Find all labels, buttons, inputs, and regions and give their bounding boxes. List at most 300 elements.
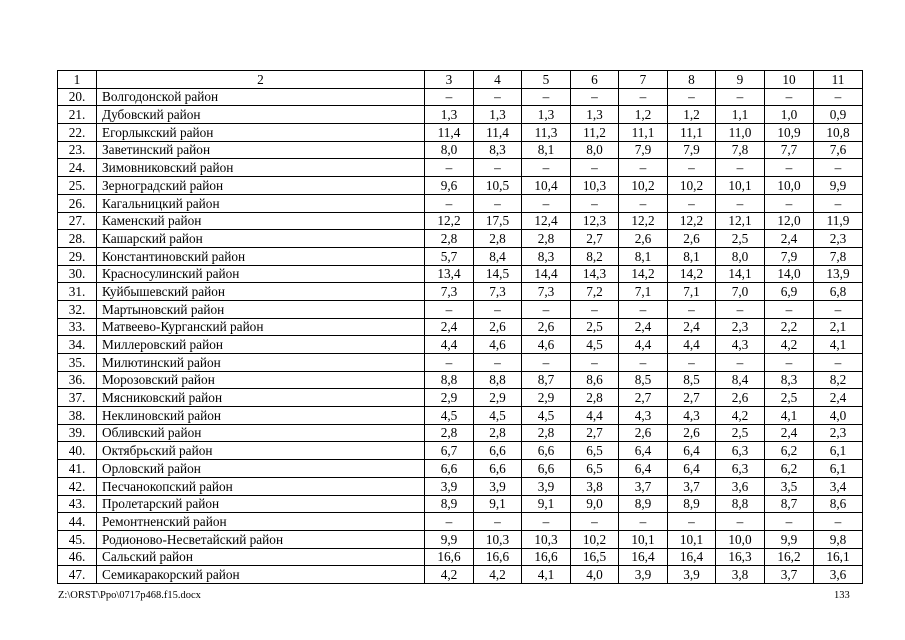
value-cell-col-5: 1,3 xyxy=(522,106,571,124)
value-cell-col-6: 10,3 xyxy=(571,177,619,195)
table-row xyxy=(58,124,863,142)
row-number: 27. xyxy=(58,212,97,230)
value-cell-col-8: 4,4 xyxy=(668,336,716,354)
value-cell-col-9: 8,0 xyxy=(716,247,765,265)
value-cell-col-9: – xyxy=(716,194,765,212)
value-cell-col-8: 3,7 xyxy=(668,477,716,495)
value-cell-col-11: 6,8 xyxy=(814,283,863,301)
value-cell-col-4: – xyxy=(474,159,522,177)
value-cell-col-3: 2,9 xyxy=(425,389,474,407)
value-cell-col-11: 7,6 xyxy=(814,141,863,159)
value-cell-col-7: – xyxy=(619,513,668,531)
row-number: 25. xyxy=(58,177,97,195)
value-cell-col-8: 7,1 xyxy=(668,283,716,301)
value-cell-col-8: 2,4 xyxy=(668,318,716,336)
table-row xyxy=(58,389,863,407)
value-cell-col-7: 6,4 xyxy=(619,442,668,460)
value-cell-col-3: 4,2 xyxy=(425,566,474,584)
district-name: Мясниковский район xyxy=(97,389,425,407)
value-cell-col-10: 2,5 xyxy=(765,389,814,407)
district-name: Заветинский район xyxy=(97,141,425,159)
value-cell-col-5: 10,4 xyxy=(522,177,571,195)
value-cell-col-3: 2,4 xyxy=(425,318,474,336)
row-number: 34. xyxy=(58,336,97,354)
value-cell-col-3: 2,8 xyxy=(425,424,474,442)
value-cell-col-11: 8,2 xyxy=(814,371,863,389)
value-cell-col-8: 16,4 xyxy=(668,548,716,566)
value-cell-col-9: 6,3 xyxy=(716,460,765,478)
row-number: 33. xyxy=(58,318,97,336)
value-cell-col-4: 2,9 xyxy=(474,389,522,407)
value-cell-col-4: – xyxy=(474,513,522,531)
value-cell-col-11: – xyxy=(814,159,863,177)
value-cell-col-11: 4,1 xyxy=(814,336,863,354)
value-cell-col-7: 2,7 xyxy=(619,389,668,407)
value-cell-col-3: 11,4 xyxy=(425,124,474,142)
district-name: Обливский район xyxy=(97,424,425,442)
column-header-8: 8 xyxy=(668,71,716,89)
table-row xyxy=(58,566,863,584)
table-row xyxy=(58,442,863,460)
value-cell-col-8: 2,7 xyxy=(668,389,716,407)
value-cell-col-10: 6,2 xyxy=(765,442,814,460)
row-number: 39. xyxy=(58,424,97,442)
value-cell-col-7: – xyxy=(619,194,668,212)
value-cell-col-5: 3,9 xyxy=(522,477,571,495)
table-row xyxy=(58,336,863,354)
column-header-4: 4 xyxy=(474,71,522,89)
value-cell-col-5: 2,8 xyxy=(522,424,571,442)
value-cell-col-7: 16,4 xyxy=(619,548,668,566)
value-cell-col-4: 8,3 xyxy=(474,141,522,159)
value-cell-col-7: 8,9 xyxy=(619,495,668,513)
value-cell-col-8: 11,1 xyxy=(668,124,716,142)
value-cell-col-11: 2,3 xyxy=(814,424,863,442)
value-cell-col-7: 7,9 xyxy=(619,141,668,159)
value-cell-col-10: 9,9 xyxy=(765,530,814,548)
value-cell-col-5: – xyxy=(522,159,571,177)
value-cell-col-10: 10,0 xyxy=(765,177,814,195)
value-cell-col-7: 14,2 xyxy=(619,265,668,283)
value-cell-col-5: 6,6 xyxy=(522,460,571,478)
table-row xyxy=(58,371,863,389)
value-cell-col-9: 10,1 xyxy=(716,177,765,195)
value-cell-col-6: 8,6 xyxy=(571,371,619,389)
value-cell-col-11: – xyxy=(814,194,863,212)
value-cell-col-9: 2,3 xyxy=(716,318,765,336)
row-number: 36. xyxy=(58,371,97,389)
value-cell-col-3: – xyxy=(425,513,474,531)
value-cell-col-10: 6,2 xyxy=(765,460,814,478)
table-header-row xyxy=(58,71,863,89)
district-name: Кашарский район xyxy=(97,230,425,248)
value-cell-col-7: 2,4 xyxy=(619,318,668,336)
value-cell-col-6: 8,2 xyxy=(571,247,619,265)
row-number: 43. xyxy=(58,495,97,513)
value-cell-col-3: 12,2 xyxy=(425,212,474,230)
value-cell-col-9: – xyxy=(716,513,765,531)
value-cell-col-9: 2,6 xyxy=(716,389,765,407)
district-name: Октябрьский район xyxy=(97,442,425,460)
value-cell-col-4: 4,2 xyxy=(474,566,522,584)
value-cell-col-8: 3,9 xyxy=(668,566,716,584)
row-number: 23. xyxy=(58,141,97,159)
value-cell-col-7: 4,4 xyxy=(619,336,668,354)
value-cell-col-4: 6,6 xyxy=(474,460,522,478)
row-number: 32. xyxy=(58,300,97,318)
value-cell-col-6: 10,2 xyxy=(571,530,619,548)
value-cell-col-11: – xyxy=(814,300,863,318)
district-name: Сальский район xyxy=(97,548,425,566)
value-cell-col-4: 7,3 xyxy=(474,283,522,301)
district-name: Мартыновский район xyxy=(97,300,425,318)
value-cell-col-8: – xyxy=(668,88,716,106)
table-row xyxy=(58,548,863,566)
value-cell-col-3: – xyxy=(425,300,474,318)
district-values-table xyxy=(57,70,863,584)
value-cell-col-6: 2,7 xyxy=(571,424,619,442)
value-cell-col-11: 11,9 xyxy=(814,212,863,230)
row-number: 44. xyxy=(58,513,97,531)
value-cell-col-6: 7,2 xyxy=(571,283,619,301)
value-cell-col-5: 4,6 xyxy=(522,336,571,354)
row-number: 37. xyxy=(58,389,97,407)
value-cell-col-3: 13,4 xyxy=(425,265,474,283)
value-cell-col-10: 2,4 xyxy=(765,424,814,442)
value-cell-col-7: – xyxy=(619,300,668,318)
value-cell-col-9: 8,8 xyxy=(716,495,765,513)
value-cell-col-10: 8,3 xyxy=(765,371,814,389)
value-cell-col-9: 3,8 xyxy=(716,566,765,584)
value-cell-col-6: – xyxy=(571,194,619,212)
row-number: 31. xyxy=(58,283,97,301)
value-cell-col-9: 4,2 xyxy=(716,407,765,425)
value-cell-col-5: – xyxy=(522,300,571,318)
value-cell-col-4: 10,3 xyxy=(474,530,522,548)
value-cell-col-5: 14,4 xyxy=(522,265,571,283)
row-number: 28. xyxy=(58,230,97,248)
district-name: Песчанокопский район xyxy=(97,477,425,495)
table-row xyxy=(58,354,863,372)
value-cell-col-7: 2,6 xyxy=(619,230,668,248)
value-cell-col-10: 10,9 xyxy=(765,124,814,142)
district-name: Матвеево-Курганский район xyxy=(97,318,425,336)
row-number: 45. xyxy=(58,530,97,548)
column-header-2: 2 xyxy=(97,71,425,89)
value-cell-col-4: 17,5 xyxy=(474,212,522,230)
value-cell-col-8: – xyxy=(668,300,716,318)
value-cell-col-6: 1,3 xyxy=(571,106,619,124)
value-cell-col-6: 4,0 xyxy=(571,566,619,584)
table-row xyxy=(58,300,863,318)
value-cell-col-10: 14,0 xyxy=(765,265,814,283)
table-row xyxy=(58,159,863,177)
value-cell-col-6: 11,2 xyxy=(571,124,619,142)
value-cell-col-3: 6,6 xyxy=(425,460,474,478)
district-name: Родионово-Несветайский район xyxy=(97,530,425,548)
value-cell-col-10: – xyxy=(765,513,814,531)
row-number: 20. xyxy=(58,88,97,106)
value-cell-col-10: 3,7 xyxy=(765,566,814,584)
value-cell-col-8: 10,1 xyxy=(668,530,716,548)
value-cell-col-5: 2,9 xyxy=(522,389,571,407)
value-cell-col-8: – xyxy=(668,354,716,372)
value-cell-col-3: – xyxy=(425,159,474,177)
value-cell-col-11: 10,8 xyxy=(814,124,863,142)
value-cell-col-8: 8,1 xyxy=(668,247,716,265)
value-cell-col-4: 1,3 xyxy=(474,106,522,124)
value-cell-col-3: 1,3 xyxy=(425,106,474,124)
value-cell-col-10: 2,2 xyxy=(765,318,814,336)
district-name: Милютинский район xyxy=(97,354,425,372)
value-cell-col-6: 3,8 xyxy=(571,477,619,495)
value-cell-col-5: 8,7 xyxy=(522,371,571,389)
table-row xyxy=(58,283,863,301)
value-cell-col-8: 2,6 xyxy=(668,424,716,442)
value-cell-col-8: 6,4 xyxy=(668,442,716,460)
value-cell-col-6: 4,5 xyxy=(571,336,619,354)
value-cell-col-8: 1,2 xyxy=(668,106,716,124)
value-cell-col-7: 10,1 xyxy=(619,530,668,548)
value-cell-col-5: 4,1 xyxy=(522,566,571,584)
value-cell-col-9: 10,0 xyxy=(716,530,765,548)
value-cell-col-3: – xyxy=(425,194,474,212)
value-cell-col-10: 8,7 xyxy=(765,495,814,513)
value-cell-col-10: 6,9 xyxy=(765,283,814,301)
value-cell-col-4: 8,8 xyxy=(474,371,522,389)
value-cell-col-5: 6,6 xyxy=(522,442,571,460)
district-name: Семикаракорский район xyxy=(97,566,425,584)
value-cell-col-6: – xyxy=(571,88,619,106)
value-cell-col-10: 7,7 xyxy=(765,141,814,159)
value-cell-col-8: 2,6 xyxy=(668,230,716,248)
value-cell-col-7: 11,1 xyxy=(619,124,668,142)
value-cell-col-4: – xyxy=(474,88,522,106)
value-cell-col-9: 6,3 xyxy=(716,442,765,460)
value-cell-col-10: – xyxy=(765,194,814,212)
value-cell-col-10: 1,0 xyxy=(765,106,814,124)
value-cell-col-4: 10,5 xyxy=(474,177,522,195)
value-cell-col-6: 14,3 xyxy=(571,265,619,283)
table-row xyxy=(58,477,863,495)
district-name: Морозовский район xyxy=(97,371,425,389)
value-cell-col-9: 7,0 xyxy=(716,283,765,301)
value-cell-col-11: 7,8 xyxy=(814,247,863,265)
row-number: 46. xyxy=(58,548,97,566)
value-cell-col-9: 12,1 xyxy=(716,212,765,230)
value-cell-col-8: 6,4 xyxy=(668,460,716,478)
value-cell-col-10: 4,1 xyxy=(765,407,814,425)
value-cell-col-4: – xyxy=(474,194,522,212)
row-number: 40. xyxy=(58,442,97,460)
value-cell-col-3: 4,4 xyxy=(425,336,474,354)
value-cell-col-5: – xyxy=(522,194,571,212)
value-cell-col-9: 2,5 xyxy=(716,230,765,248)
row-number: 30. xyxy=(58,265,97,283)
table-row xyxy=(58,194,863,212)
value-cell-col-10: 2,4 xyxy=(765,230,814,248)
value-cell-col-4: – xyxy=(474,354,522,372)
table-row xyxy=(58,495,863,513)
table-row xyxy=(58,460,863,478)
value-cell-col-7: 12,2 xyxy=(619,212,668,230)
row-number: 38. xyxy=(58,407,97,425)
row-number: 29. xyxy=(58,247,97,265)
district-name: Красносулинский район xyxy=(97,265,425,283)
value-cell-col-6: 9,0 xyxy=(571,495,619,513)
column-header-1: 1 xyxy=(58,71,97,89)
value-cell-col-3: 8,0 xyxy=(425,141,474,159)
value-cell-col-7: 1,2 xyxy=(619,106,668,124)
value-cell-col-3: 5,7 xyxy=(425,247,474,265)
value-cell-col-6: – xyxy=(571,354,619,372)
value-cell-col-5: 7,3 xyxy=(522,283,571,301)
value-cell-col-8: 8,5 xyxy=(668,371,716,389)
value-cell-col-11: 2,4 xyxy=(814,389,863,407)
value-cell-col-4: 16,6 xyxy=(474,548,522,566)
value-cell-col-7: 7,1 xyxy=(619,283,668,301)
value-cell-col-8: – xyxy=(668,194,716,212)
district-name: Волгодонской район xyxy=(97,88,425,106)
value-cell-col-3: 7,3 xyxy=(425,283,474,301)
table-row xyxy=(58,106,863,124)
value-cell-col-10: – xyxy=(765,88,814,106)
district-name: Зимовниковский район xyxy=(97,159,425,177)
value-cell-col-9: 4,3 xyxy=(716,336,765,354)
value-cell-col-6: 8,0 xyxy=(571,141,619,159)
value-cell-col-6: 2,7 xyxy=(571,230,619,248)
row-number: 21. xyxy=(58,106,97,124)
value-cell-col-9: – xyxy=(716,300,765,318)
value-cell-col-11: 6,1 xyxy=(814,460,863,478)
value-cell-col-9: 8,4 xyxy=(716,371,765,389)
column-header-7: 7 xyxy=(619,71,668,89)
value-cell-col-10: 3,5 xyxy=(765,477,814,495)
value-cell-col-6: – xyxy=(571,513,619,531)
value-cell-col-5: 11,3 xyxy=(522,124,571,142)
value-cell-col-7: – xyxy=(619,88,668,106)
value-cell-col-4: 14,5 xyxy=(474,265,522,283)
district-name: Миллеровский район xyxy=(97,336,425,354)
row-number: 22. xyxy=(58,124,97,142)
footer-file-path: Z:\ORST\Ppo\0717p468.f15.docx xyxy=(58,590,201,601)
value-cell-col-3: 4,5 xyxy=(425,407,474,425)
row-number: 26. xyxy=(58,194,97,212)
value-cell-col-9: – xyxy=(716,159,765,177)
value-cell-col-9: 14,1 xyxy=(716,265,765,283)
table-row xyxy=(58,230,863,248)
value-cell-col-8: 7,9 xyxy=(668,141,716,159)
table-body xyxy=(58,71,863,584)
column-header-9: 9 xyxy=(716,71,765,89)
table-row xyxy=(58,530,863,548)
value-cell-col-8: 10,2 xyxy=(668,177,716,195)
value-cell-col-5: – xyxy=(522,88,571,106)
value-cell-col-11: 6,1 xyxy=(814,442,863,460)
district-name: Куйбышевский район xyxy=(97,283,425,301)
table-row xyxy=(58,88,863,106)
value-cell-col-6: 16,5 xyxy=(571,548,619,566)
value-cell-col-7: 10,2 xyxy=(619,177,668,195)
district-name: Орловский район xyxy=(97,460,425,478)
value-cell-col-6: 2,5 xyxy=(571,318,619,336)
column-header-11: 11 xyxy=(814,71,863,89)
value-cell-col-3: 9,9 xyxy=(425,530,474,548)
row-number: 41. xyxy=(58,460,97,478)
value-cell-col-3: 6,7 xyxy=(425,442,474,460)
value-cell-col-7: 2,6 xyxy=(619,424,668,442)
value-cell-col-10: – xyxy=(765,300,814,318)
table-row xyxy=(58,424,863,442)
value-cell-col-6: 6,5 xyxy=(571,442,619,460)
value-cell-col-5: – xyxy=(522,513,571,531)
value-cell-col-3: 9,6 xyxy=(425,177,474,195)
value-cell-col-11: 16,1 xyxy=(814,548,863,566)
district-name: Каменский район xyxy=(97,212,425,230)
value-cell-col-3: 8,9 xyxy=(425,495,474,513)
value-cell-col-8: – xyxy=(668,159,716,177)
value-cell-col-10: 7,9 xyxy=(765,247,814,265)
value-cell-col-3: 16,6 xyxy=(425,548,474,566)
value-cell-col-11: 4,0 xyxy=(814,407,863,425)
district-name: Дубовский район xyxy=(97,106,425,124)
value-cell-col-4: 9,1 xyxy=(474,495,522,513)
value-cell-col-5: – xyxy=(522,354,571,372)
value-cell-col-3: 3,9 xyxy=(425,477,474,495)
row-number: 24. xyxy=(58,159,97,177)
value-cell-col-5: 16,6 xyxy=(522,548,571,566)
column-header-10: 10 xyxy=(765,71,814,89)
column-header-5: 5 xyxy=(522,71,571,89)
row-number: 42. xyxy=(58,477,97,495)
row-number: 35. xyxy=(58,354,97,372)
value-cell-col-6: 12,3 xyxy=(571,212,619,230)
value-cell-col-6: – xyxy=(571,300,619,318)
value-cell-col-11: 8,6 xyxy=(814,495,863,513)
page-number: 133 xyxy=(834,590,850,601)
value-cell-col-11: – xyxy=(814,88,863,106)
value-cell-col-11: 9,9 xyxy=(814,177,863,195)
column-header-6: 6 xyxy=(571,71,619,89)
value-cell-col-11: 0,9 xyxy=(814,106,863,124)
table-row xyxy=(58,247,863,265)
value-cell-col-7: 8,5 xyxy=(619,371,668,389)
value-cell-col-8: 14,2 xyxy=(668,265,716,283)
value-cell-col-4: 2,6 xyxy=(474,318,522,336)
value-cell-col-10: 4,2 xyxy=(765,336,814,354)
value-cell-col-4: 8,4 xyxy=(474,247,522,265)
district-name: Зерноградский район xyxy=(97,177,425,195)
value-cell-col-9: – xyxy=(716,88,765,106)
value-cell-col-9: 1,1 xyxy=(716,106,765,124)
value-cell-col-10: – xyxy=(765,354,814,372)
value-cell-col-3: – xyxy=(425,88,474,106)
value-cell-col-7: 6,4 xyxy=(619,460,668,478)
value-cell-col-6: 4,4 xyxy=(571,407,619,425)
table-row xyxy=(58,407,863,425)
district-name: Ремонтненский район xyxy=(97,513,425,531)
value-cell-col-11: 13,9 xyxy=(814,265,863,283)
table-row xyxy=(58,141,863,159)
value-cell-col-9: 3,6 xyxy=(716,477,765,495)
value-cell-col-5: 9,1 xyxy=(522,495,571,513)
value-cell-col-4: – xyxy=(474,300,522,318)
value-cell-col-7: – xyxy=(619,354,668,372)
value-cell-col-8: 12,2 xyxy=(668,212,716,230)
value-cell-col-11: 2,3 xyxy=(814,230,863,248)
value-cell-col-7: 3,7 xyxy=(619,477,668,495)
value-cell-col-4: 2,8 xyxy=(474,230,522,248)
